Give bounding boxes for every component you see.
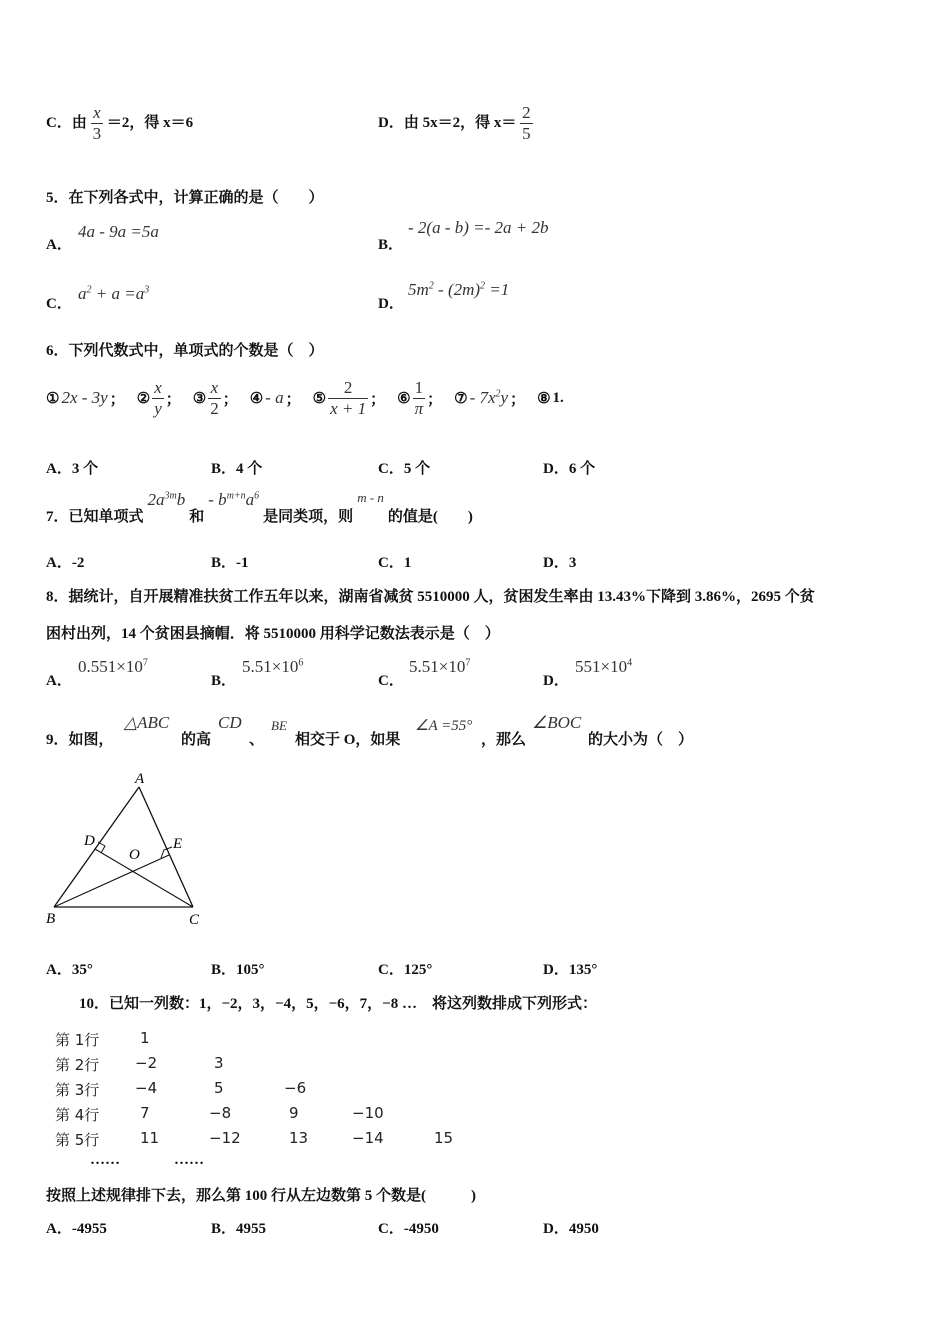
- q9-angle-boc: ∠BOC: [532, 713, 582, 732]
- q8-line1: 8．据统计，自开展精准扶贫工作五年以来，湖南省减贫 5510000 人，贫困发生率由 13.43%下降到 3.86%，2695 个贫: [46, 589, 815, 605]
- q4-c-label: C．由: [46, 114, 87, 131]
- q8-line2: 困村出列，14 个贫困县摘帽．将 5510000 用科学记数法表示是（ ）: [46, 626, 500, 642]
- q8-a-expr: [78, 657, 148, 677]
- q6-f5-den: x + 1: [330, 398, 367, 418]
- q5-c-part1: a: [78, 284, 87, 303]
- q8-b-base: 5.51×10: [242, 657, 299, 676]
- q10-row3-label: 第 3行: [55, 1081, 100, 1099]
- q6-f3-den: 2: [210, 398, 219, 418]
- q10-question: 按照上述规律排下去，那么第 100 行从左边数第 5 个数是( ): [46, 1188, 476, 1204]
- q7-option-a: A．-2: [46, 555, 85, 571]
- q8-d-expr: [575, 657, 632, 677]
- q6-item1-expr: 2x - 3y: [61, 388, 108, 407]
- q4-c-rest: ＝2，得 x＝6: [106, 114, 194, 131]
- q6-e7-part2: y: [500, 388, 509, 407]
- q8-c-label: C．: [378, 673, 404, 689]
- q10-row4-cell1: 7: [140, 1104, 150, 1122]
- q6-f2-den: y: [154, 398, 162, 418]
- q7-m2-base: - b: [208, 490, 227, 509]
- q10-row3-cell1: −4: [135, 1079, 158, 1097]
- q8-a-base: 0.551×10: [78, 657, 143, 676]
- q10-row5-cell5: 15: [434, 1129, 454, 1147]
- q8-c-exp: 7: [465, 657, 471, 669]
- q10-row3-cell2: 5: [214, 1079, 224, 1097]
- q10-row1-cell1: 1: [140, 1029, 150, 1047]
- q6-sep: ；: [510, 391, 526, 408]
- q4-c-den: 3: [92, 124, 102, 143]
- q6-f2-num: x: [154, 377, 162, 397]
- q4-c-num: x: [91, 103, 104, 124]
- q6-item2-frac: [152, 378, 164, 419]
- q10-row1-label: 第 1行: [55, 1031, 100, 1049]
- q9-option-b: B．105°: [211, 962, 265, 978]
- q10-option-a: A．-4955: [46, 1221, 107, 1237]
- q10-row4-cell3: 9: [289, 1104, 299, 1122]
- q8-d-base: 551×10: [575, 657, 628, 676]
- q6-sep: ；: [427, 391, 443, 408]
- q6-items: [46, 373, 564, 423]
- q10-row5-cell1: 11: [140, 1129, 160, 1147]
- altitude-cd: [95, 849, 193, 907]
- q6-item3-frac: [208, 378, 221, 419]
- q5-stem: 5．在下列各式中，计算正确的是（ ）: [46, 190, 324, 206]
- q5-c-label: C．: [46, 296, 72, 312]
- q5-a-label: A．: [46, 237, 72, 253]
- q6-option-a: A．3 个: [46, 461, 99, 477]
- q5-c-expr: [78, 284, 149, 304]
- q7-stem: [46, 490, 473, 530]
- q10-ellipsis-1: ……: [90, 1152, 120, 1168]
- q10-row5-cell4: −14: [352, 1129, 384, 1147]
- q5-d-expr: [408, 280, 509, 300]
- label-c: C: [189, 912, 200, 928]
- q9-angle-a: ∠A =55°: [415, 718, 473, 734]
- q5-b-expr: - 2(a - b) =- 2a + 2b: [408, 218, 549, 237]
- q4-c-fraction: [91, 103, 104, 144]
- q4-option-d: [378, 103, 533, 144]
- q6-sep: ；: [370, 391, 386, 408]
- q6-e7-exp: 2: [495, 388, 501, 400]
- q6-f5-num: 2: [328, 378, 368, 399]
- edge-ac: [139, 787, 193, 907]
- q7-m1-base: 2a: [147, 490, 165, 509]
- q9-s2: 的高: [181, 732, 212, 748]
- q6-sep: ；: [165, 391, 181, 408]
- q4-option-c: [46, 103, 193, 144]
- q9-option-d: D．135°: [543, 962, 598, 978]
- q5-c-exp2: 3: [144, 284, 150, 296]
- edge-ab: [54, 787, 139, 907]
- q8-d-exp: 4: [627, 657, 633, 669]
- q6-sep: ；: [109, 391, 125, 408]
- q6-option-b: B．4 个: [211, 461, 263, 477]
- q9-option-a: A．35°: [46, 962, 93, 978]
- q10-option-b: B．4955: [211, 1221, 267, 1237]
- q7-mono1: [148, 490, 186, 510]
- q10-row2-cell2: 3: [214, 1054, 224, 1072]
- q7-mono2: [208, 490, 259, 510]
- q7-stem-d: 的值是( ): [387, 509, 473, 525]
- q5-d-part1: 5m: [408, 280, 429, 299]
- q8-b-expr: [242, 657, 303, 677]
- label-e: E: [173, 836, 183, 852]
- q6-item7-expr: [470, 388, 509, 408]
- q10-row4-cell4: −10: [352, 1104, 384, 1122]
- q5-b-label: B．: [378, 237, 404, 253]
- q7-m1-exp: 3m: [164, 490, 177, 502]
- q6-f6-num: 1: [413, 378, 426, 399]
- q9-s3: 、: [249, 732, 265, 748]
- q10-row4-label: 第 4行: [55, 1106, 100, 1124]
- q4-d-num: 2: [522, 103, 531, 122]
- q8-a-label: A．: [46, 673, 72, 689]
- q6-f3-num: x: [208, 378, 221, 399]
- q8-b-label: B．: [211, 673, 237, 689]
- q10-row5-label: 第 5行: [55, 1131, 100, 1149]
- q5-a-expr: 4a - 9a =5a: [78, 222, 159, 241]
- q5-c-part2: + a =a: [91, 284, 145, 303]
- q10-row5-cell2: −12: [209, 1129, 241, 1147]
- q10-option-c: C．-4950: [378, 1221, 439, 1237]
- q7-option-c: C．1: [378, 555, 412, 571]
- q8-d-label: D．: [543, 673, 569, 689]
- q10-stem: 10．已知一列数：1，−2，3，−4，5，−6，7，−8 … 将这列数排成下列形式：: [79, 996, 597, 1012]
- q6-item4-expr: - a: [265, 388, 284, 407]
- q6-sep: ；: [285, 391, 301, 408]
- q10-ellipsis-2: ……: [174, 1152, 204, 1168]
- q10-row5-cell3: 13: [289, 1129, 309, 1147]
- q6-item1-index: ①: [46, 390, 60, 407]
- q5-d-exp2: 2: [480, 280, 486, 292]
- q5-d-part2: - (2m): [433, 280, 481, 299]
- q6-item7-index: ⑦: [454, 390, 468, 407]
- q6-item6-frac: [413, 378, 426, 419]
- q7-stem-b: 和: [189, 509, 205, 525]
- q6-item8-index: ⑧: [537, 390, 551, 407]
- q6-item3-index: ③: [192, 390, 207, 407]
- q7-option-d: D．3: [543, 555, 577, 571]
- q6-item8-expr: 1.: [552, 389, 564, 406]
- q9-be: BE: [271, 718, 287, 733]
- q7-m2-a: a: [245, 490, 255, 509]
- q10-row3-cell3: −6: [284, 1079, 307, 1097]
- q8-b-exp: 6: [298, 657, 304, 669]
- q5-d-exp1: 2: [428, 280, 434, 292]
- q9-option-c: C．125°: [378, 962, 433, 978]
- q9-triangle-figure: [40, 765, 215, 935]
- q10-row4-cell2: −8: [209, 1104, 232, 1122]
- q6-e7-part1: - 7x: [469, 388, 496, 407]
- q9-cd: CD: [218, 713, 242, 732]
- q7-option-b: B．-1: [211, 555, 249, 571]
- q6-item6-index: ⑥: [397, 390, 411, 407]
- label-a: A: [135, 771, 145, 787]
- q5-d-label: D．: [378, 296, 404, 312]
- q6-item4-index: ④: [249, 390, 264, 407]
- altitude-be: [54, 855, 169, 907]
- q9-s4: 相交于 O，如果: [295, 732, 401, 748]
- q9-s6: 的大小为（ ）: [588, 732, 694, 748]
- label-o: O: [129, 847, 140, 863]
- q7-stem-a: 7．已知单项式: [46, 509, 144, 525]
- q7-m2-exp2: 6: [254, 490, 260, 502]
- q6-f6-den: π: [414, 398, 424, 418]
- q10-option-d: D．4950: [543, 1221, 599, 1237]
- q6-item5-frac: [328, 378, 368, 419]
- q6-option-c: C．5 个: [378, 461, 431, 477]
- q7-m1-b: b: [176, 490, 186, 509]
- q10-row2-label: 第 2行: [55, 1056, 100, 1074]
- q6-option-d: D．6 个: [543, 461, 596, 477]
- q6-item2-index: ②: [136, 390, 151, 407]
- q6-stem: 6．下列代数式中，单项式的个数是（ ）: [46, 343, 324, 359]
- q8-c-base: 5.51×10: [409, 657, 466, 676]
- q4-d-den: 5: [522, 124, 531, 143]
- q9-triangle: △ABC: [124, 713, 170, 732]
- q8-c-expr: [409, 657, 470, 677]
- q6-item5-index: ⑤: [312, 390, 327, 407]
- q5-d-part3: =1: [485, 280, 510, 299]
- q5-c-exp1: 2: [86, 284, 92, 296]
- q7-stem-c: 是同类项，则: [263, 509, 354, 525]
- q8-a-exp: 7: [142, 657, 148, 669]
- q10-row2-cell1: −2: [135, 1054, 158, 1072]
- q6-sep: ；: [222, 391, 238, 408]
- q7-m2-exp: m+n: [226, 490, 246, 502]
- label-b: B: [46, 911, 56, 927]
- q9-s5: ，那么: [481, 732, 527, 748]
- q4-d-label: D．由 5x＝2，得 x＝: [378, 114, 517, 131]
- q9-s1: 9．如图，: [46, 732, 114, 748]
- label-d: D: [84, 833, 95, 849]
- q4-d-fraction: [520, 103, 533, 144]
- q7-mn-expr: m - n: [357, 490, 384, 505]
